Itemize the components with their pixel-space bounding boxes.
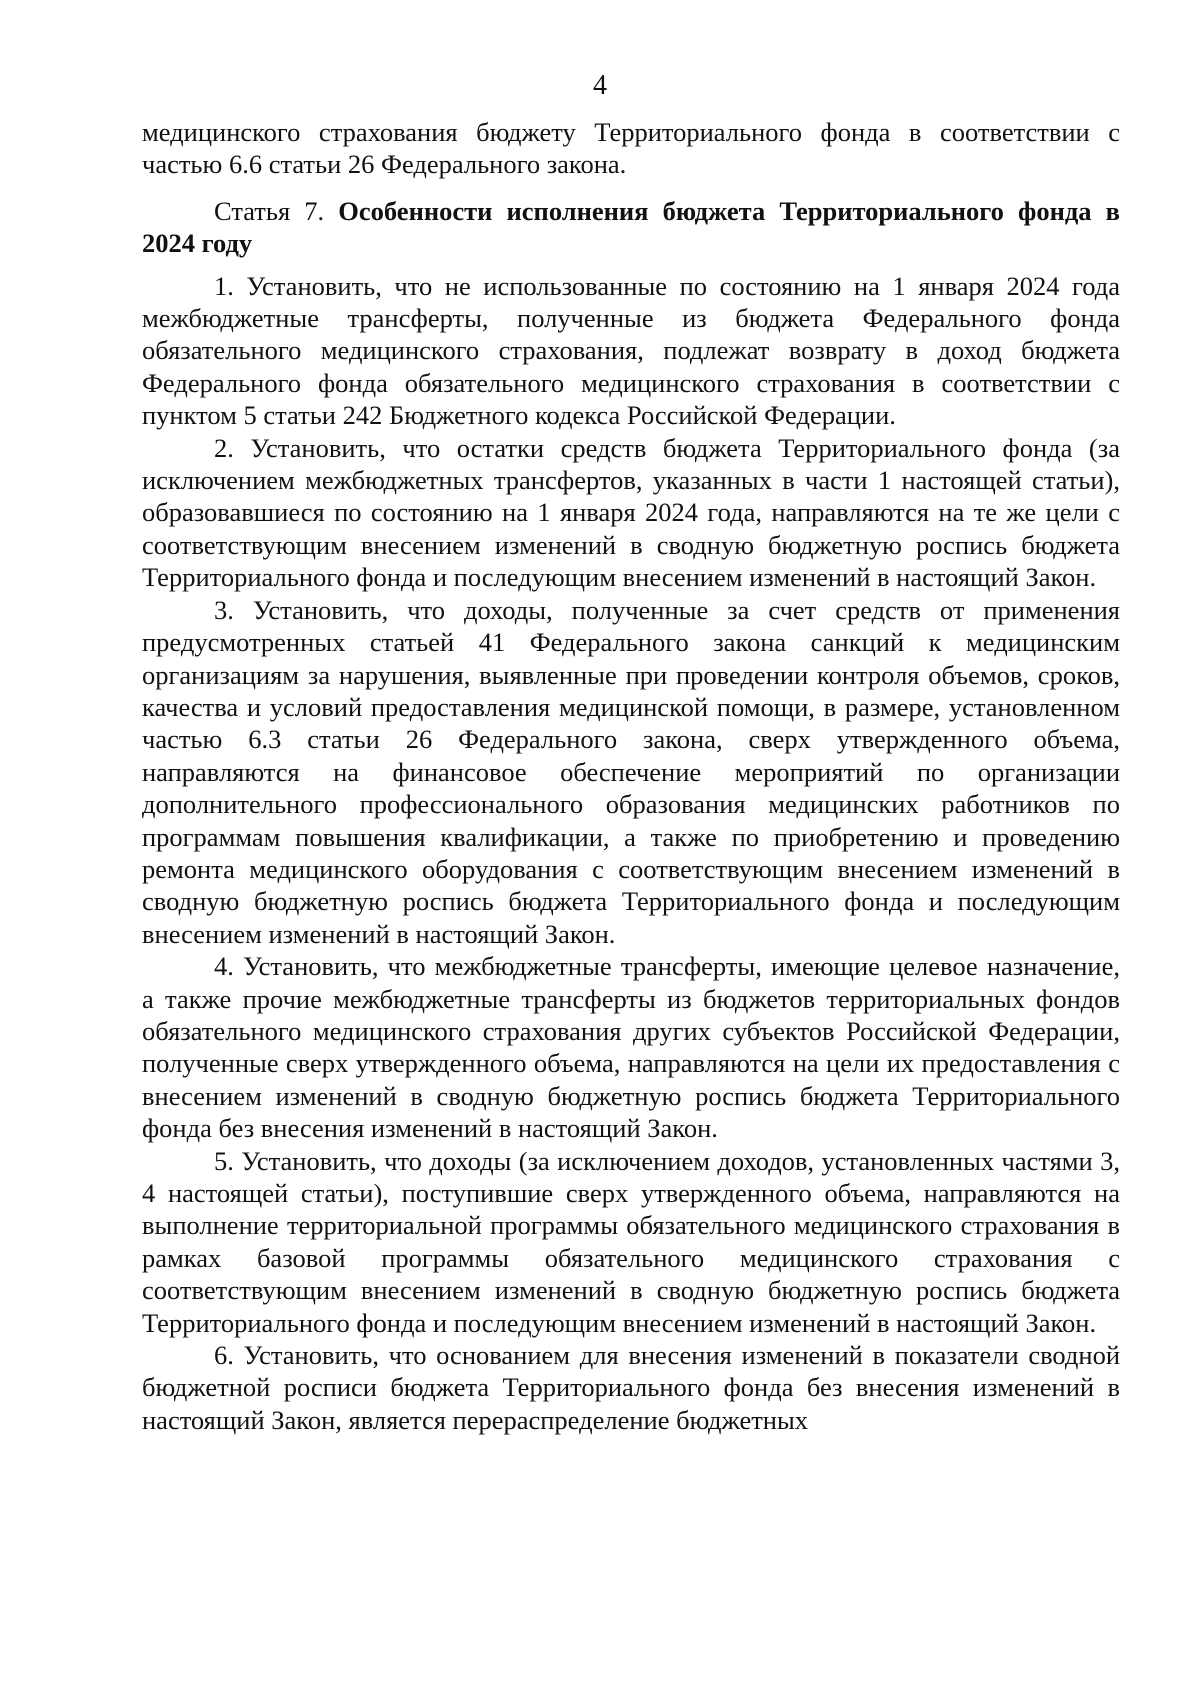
page-number: 4: [593, 70, 607, 101]
intro-continuation: медицинского страхования бюджету Территориального фонда в соответствии с частью 6.6 статьи 26 Федерального закона.: [142, 117, 1120, 180]
paragraph-2: 2. Установить, что остатки средств бюджета Территориального фонда (за исключением межбюджетных трансфертов, указанных в части 1 настоящей статьи), образовавшиеся по состоянию на 1 января 2024 года, направляются на те же цели с соответствующим внесением изменений в сводную бюджетную роспись бюджета Территориального фонда и последующим внесением изменений в настоящий Закон.: [142, 432, 1120, 593]
paragraph-3: 3. Установить, что доходы, полученные за счет средств от применения предусмотренных статьей 41 Федерального закона санкций к медицинским организациям за нарушения, выявленные при проведении контроля объемов, сроков, качества и условий предоставления медицинской помощи, в размере, установленном частью 6.3 статьи 26 Федерального закона, сверх утвержденного объема, направляются на финансовое обеспечение мероприятий по организации дополнительного профессионального образования медицинских работников по программам повышения квалификации, а также по приобретению и проведению ремонта медицинского оборудования с соответствующим внесением изменений в сводную бюджетную роспись бюджета Территориального фонда и последующим внесением изменений в настоящий Закон.: [142, 594, 1120, 949]
paragraph-1: 1. Установить, что не использованные по состоянию на 1 января 2024 года межбюджетные трансферты, полученные из бюджета Федерального фонда обязательного медицинского страхования, подлежат возврату в доход бюджета Федерального фонда обязательного медицинского страхования в соответствии с пунктом 5 статьи 242 Бюджетного кодекса Российской Федерации.: [142, 270, 1120, 431]
article-label: Статья 7.: [214, 195, 339, 226]
paragraph-5: 5. Установить, что доходы (за исключением доходов, установленных частями 3, 4 настоящей статьи), поступившие сверх утвержденного объема, направляются на выполнение территориальной программы обязательного медицинского страхования в рамках базовой программы обязательного медицинского страхования с соответствующим внесением изменений в сводную бюджетную роспись бюджета Территориального фонда и последующим внесением изменений в настоящий Закон.: [142, 1145, 1120, 1338]
article-heading: [142, 195, 1120, 260]
document-body: [142, 116, 1120, 1436]
paragraph-4: 4. Установить, что межбюджетные трансферты, имеющие целевое назначение, а также прочие межбюджетные трансферты из бюджетов территориальных фондов обязательного медицинского страхования других субъектов Российской Федерации, полученные сверх утвержденного объема, направляются на цели их предоставления с внесением изменений в сводную бюджетную роспись бюджета Территориального фонда без внесения изменений в настоящий Закон.: [142, 951, 1120, 1144]
article-title: Особенности исполнения бюджета Территориального фонда в 2024 году: [142, 195, 1120, 259]
paragraph-6: 6. Установить, что основанием для внесения изменений в показатели сводной бюджетной росписи бюджета Территориального фонда без внесения изменений в настоящий Закон, является перераспределение бюджетных: [142, 1340, 1120, 1435]
